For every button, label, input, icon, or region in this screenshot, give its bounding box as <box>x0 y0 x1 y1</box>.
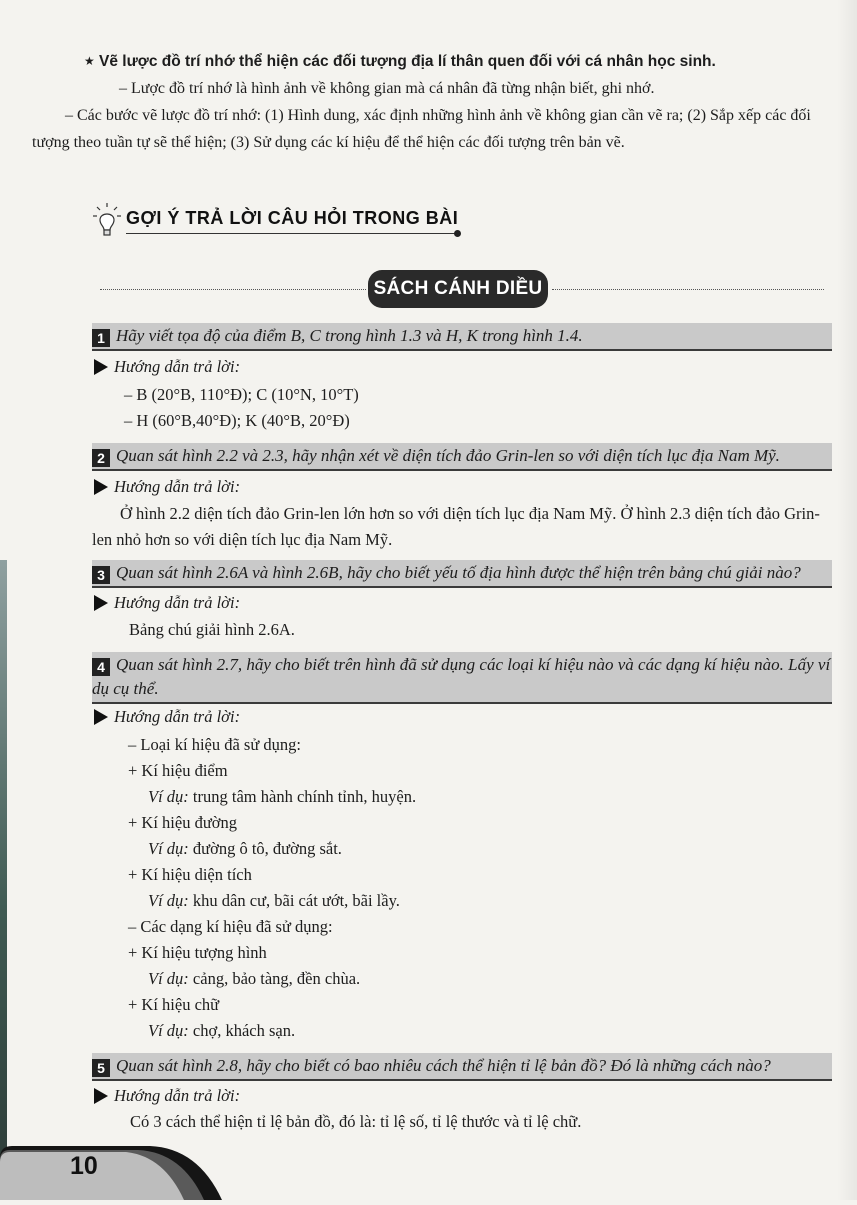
intro-line-1: – Lược đồ trí nhớ là hình ảnh về không gian mà cá nhân đã từng nhận biết, ghi nhớ. <box>119 80 655 97</box>
triangle-bullet-icon <box>94 479 108 495</box>
intro-block <box>32 48 831 156</box>
answer-line: + Kí hiệu tượng hình <box>128 943 267 962</box>
section-title-dot <box>454 230 461 237</box>
question-2 <box>92 443 832 471</box>
answer-line: – B (20°B, 110°Đ); C (10°N, 10°T) <box>124 385 359 404</box>
answer-line: – Các dạng kí hiệu đã sử dụng: <box>128 917 333 936</box>
answer-guide-5: Hướng dẫn trả lời: <box>94 1086 240 1106</box>
answer-line: – H (60°B,40°Đ); K (40°B, 20°Đ) <box>124 411 350 430</box>
answer-guide-4: Hướng dẫn trả lời: <box>94 707 240 727</box>
question-number: 2 <box>92 449 110 467</box>
page-number: 10 <box>70 1152 98 1180</box>
dotted-rule-right <box>552 289 824 290</box>
page-number-tab <box>0 1138 230 1200</box>
example-line: Ví dụ: cảng, bảo tàng, đền chùa. <box>148 969 361 988</box>
example-line: Ví dụ: khu dân cư, bãi cát ướt, bãi lầy. <box>148 891 400 910</box>
question-number: 4 <box>92 658 110 676</box>
answer-guide-3: Hướng dẫn trả lời: <box>94 593 240 613</box>
page-tab-shape <box>0 1138 230 1200</box>
book-label: SÁCH CÁNH DIỀU <box>368 270 548 308</box>
question-text: Quan sát hình 2.2 và 2.3, hãy nhận xét về diện tích đảo Grin-len so với diện tích lục địa Nam Mỹ. <box>116 446 780 465</box>
triangle-bullet-icon <box>94 1088 108 1104</box>
question-text: Hãy viết tọa độ của điểm B, C trong hình 1.3 và H, K trong hình 1.4. <box>116 326 583 345</box>
example-line: Ví dụ: đường ô tô, đường sắt. <box>148 839 342 858</box>
answer-guide-1: Hướng dẫn trả lời: <box>94 357 240 377</box>
question-text: Quan sát hình 2.8, hãy cho biết có bao nhiêu cách thể hiện tỉ lệ bản đồ? Đó là những cách nào? <box>116 1056 771 1075</box>
answer-line: + Kí hiệu chữ <box>128 995 220 1014</box>
star-bullet-icon: ★ <box>84 54 95 68</box>
answer-line: + Kí hiệu diện tích <box>128 865 252 884</box>
example-line: Ví dụ: chợ, khách sạn. <box>148 1021 296 1040</box>
question-3 <box>92 560 832 588</box>
dotted-rule-left <box>100 289 366 290</box>
question-number: 5 <box>92 1059 110 1077</box>
answer-line: + Kí hiệu đường <box>128 813 238 832</box>
example-line: Ví dụ: trung tâm hành chính tỉnh, huyện. <box>148 787 417 806</box>
section-title-text: GỢI Ý TRẢ LỜI CÂU HỎI TRONG BÀI <box>126 208 459 228</box>
intro-line-2: – Các bước vẽ lược đồ trí nhớ: (1) Hình dung, xác định những hình ảnh về không gian cần vẽ ra; (2) Sắp xếp các đối tượng theo tuần tự sẽ thể hiện; (3) Sử dụng các kí hiệu để thể hiện các đối tượng trên bản vẽ. <box>32 107 811 151</box>
lightbulb-icon <box>92 202 122 238</box>
triangle-bullet-icon <box>94 359 108 375</box>
question-1 <box>92 323 832 351</box>
question-text: Quan sát hình 2.6A và hình 2.6B, hãy cho biết yếu tố địa hình được thể hiện trên bảng chú giải nào? <box>116 563 801 582</box>
section-title <box>92 200 472 240</box>
question-number: 1 <box>92 329 110 347</box>
binding-edge <box>0 560 7 1200</box>
triangle-bullet-icon <box>94 709 108 725</box>
question-5 <box>92 1053 832 1081</box>
answer-paragraph: Ở hình 2.2 diện tích đảo Grin-len lớn hơn so với diện tích lục địa Nam Mỹ. Ở hình 2.3 diện tích đảo Grin-len nhỏ hơn so với diện tích lục địa Nam Mỹ. <box>92 504 820 549</box>
question-text: Quan sát hình 2.7, hãy cho biết trên hình đã sử dụng các loại kí hiệu nào và các dạng kí hiệu nào. Lấy ví dụ cụ thể. <box>92 655 831 698</box>
answer-line: Có 3 cách thể hiện tỉ lệ bản đồ, đó là: tỉ lệ số, tỉ lệ thước và tỉ lệ chữ. <box>130 1112 582 1131</box>
page-edge-shadow <box>837 0 857 1200</box>
intro-heading: ★ Vẽ lược đồ trí nhớ thể hiện các đối tượng địa lí thân quen đối với cá nhân học sinh. <box>86 48 831 75</box>
answer-line: Bảng chú giải hình 2.6A. <box>129 620 295 639</box>
section-title-underline <box>126 233 458 234</box>
answer-guide-2: Hướng dẫn trả lời: <box>94 477 240 497</box>
triangle-bullet-icon <box>94 595 108 611</box>
question-4 <box>92 652 832 704</box>
answer-line: – Loại kí hiệu đã sử dụng: <box>128 735 302 754</box>
answer-line: + Kí hiệu điểm <box>128 761 228 780</box>
question-number: 3 <box>92 566 110 584</box>
